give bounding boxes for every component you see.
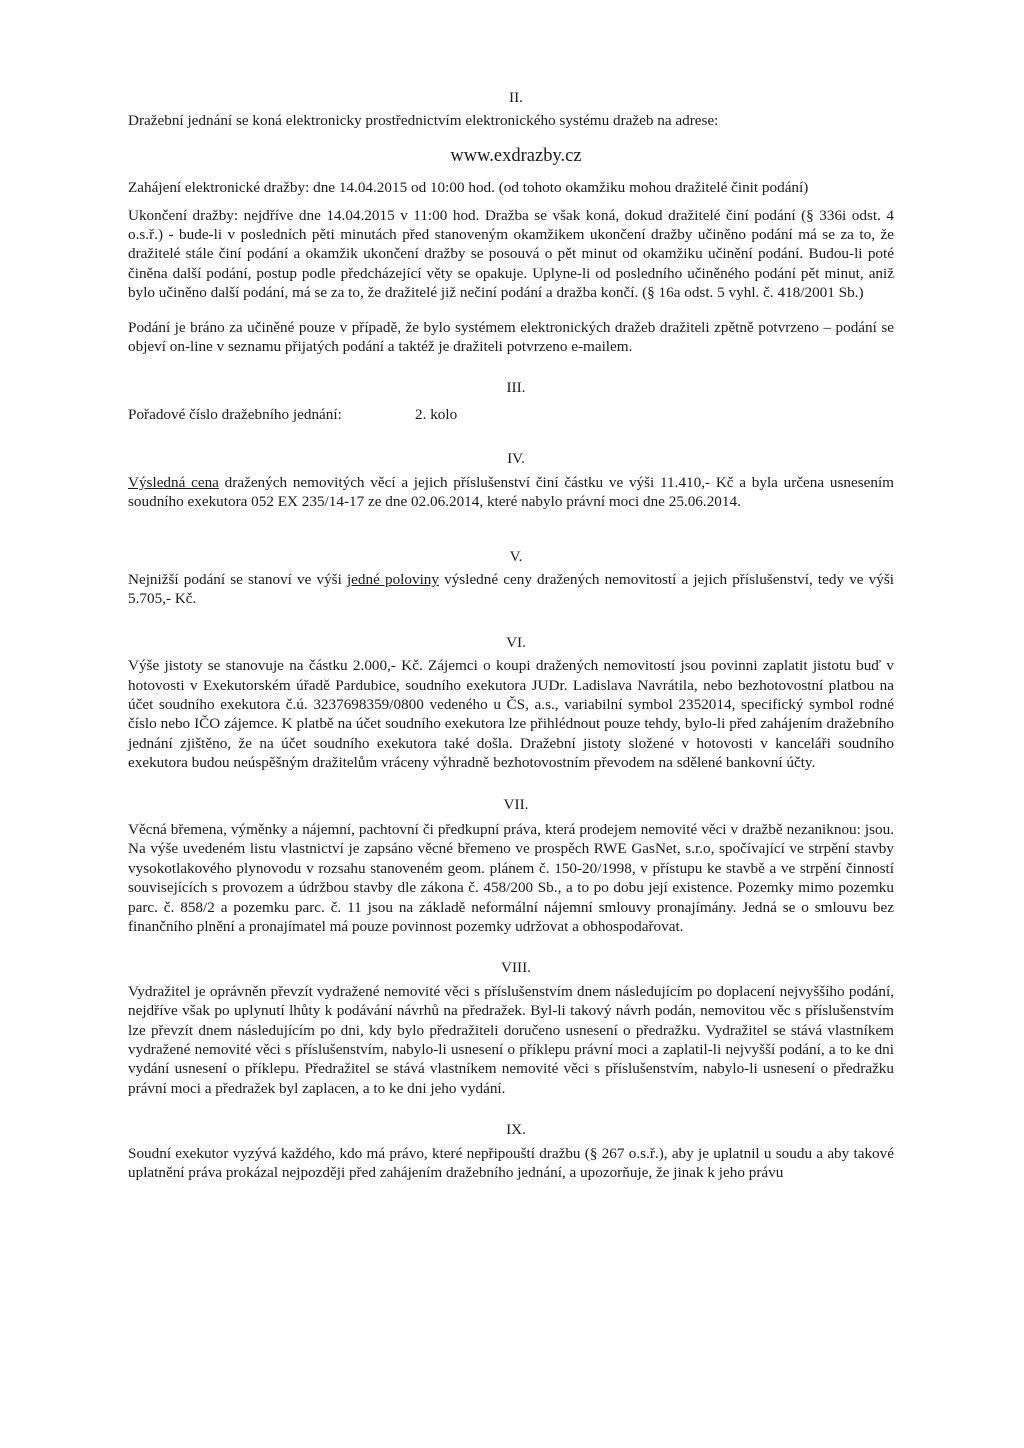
- auction-round-row: [128, 405, 894, 424]
- document-page: [128, 88, 894, 1182]
- easements-text: Věcná břemena, výměnky a nájemní, pachtovní či předkupní práva, která prodejem nemovité věci v dražbě nezaniknou: jsou. Na výše uvedeném listu vlastnictví je zapsáno věcné břemeno ve prospěch RWE GasNet, s.r.o, spočívající ve strpění stavby vysokotlakového plynovodu v rozsahu stanoveném geom. plánem č. 150-20/1998, v přístupu ke stavbě a ve strpění činností souvisejících s provozem a údržbou stavby dle zákona č. 458/200 Sb., a to po dobu její existence. Pozemky mimo pozemku parc. č. 858/2 a pozemku parc. č. 11 jsou na základě neformální nájemní smlouvy pronajímány. Jedná se o smlouvu bez finančního plnění a pronajímatel má pouze povinnost pozemky udržovat a obhospodařovat.: [128, 820, 894, 935]
- section-heading-8: VIII.: [501, 959, 531, 977]
- resulting-price: [128, 473, 894, 512]
- section-heading-2: II.: [509, 89, 523, 106]
- section-heading-3: III.: [506, 379, 526, 397]
- section-heading-4: IV.: [507, 450, 525, 468]
- takeover-text: Vydražitel je oprávněn převzít vydražené nemovité věci s příslušenstvím dnem následujícím po doplacení nejvyššího podání, nejdříve však po uplynutí lhůty k podávání návrhů na předražek. Byl-li takový návrh podán, nemovitou věc s příslušenstvím lze převzít dnem následujícím po dni, kdy bylo předražiteli doručeno usnesení o předražku. Vydražitel se stává vlastníkem vydražené nemovité věci s příslušenstvím, nabylo-li usnesení o příklepu právní moci a zaplatil-li nejvyšší podání, a to ke dni vydání usnesení o příklepu. Předražitel se stává vlastníkem nemovité věci s příslušenstvím, nabylo-li usnesení o předražku právní moci a předražek byl zaplacen, a to ke dni jeho vydání.: [128, 982, 894, 1097]
- lowest-bid-before: Nejnižší podání se stanoví ve výši: [128, 570, 347, 588]
- auction-end: Ukončení dražby: nejdříve dne 14.04.2015 v 11:00 hod. Dražba se však koná, dokud dražitelé činí podání (§ 336i odst. 4 o.s.ř.) - bude-li v posledních pěti minutách před stanoveným okamžikem ukončení dražby učiněno podání má se za to, že dražitelé stále činí podání a okamžik ukončení dražby se posouvá o pět minut od okamžiku učinění podání. Budou-li poté činěna další podání, postup podle předcházející věty se opakuje. Uplyne-li od posledního učiněného podání pět minut, aniž bylo učiněno další podání, má se za to, že dražitelé již nečiní podání a dražba končí. (§ 16a odst. 5 vyhl. č. 418/2001 Sb.): [128, 206, 894, 302]
- section-heading-5: V.: [509, 547, 523, 565]
- lowest-bid-fraction: jedné poloviny: [346, 570, 439, 588]
- resulting-price-label: Výsledná cena: [128, 473, 219, 491]
- section-heading-6: VI.: [506, 633, 526, 651]
- auction-start: Zahájení elektronické dražby: dne 14.04.2015 od 10:00 hod. (od tohoto okamžiku mohou dražitelé činit podání): [128, 179, 809, 197]
- deposit-text: Výše jistoty se stanovuje na částku 2.000,- Kč. Zájemci o koupi dražených nemovitostí jsou povinni zaplatit jistotu buď v hotovosti v Exekutorském úřadě Pardubice, soudního exekutora JUDr. Ladislava Navrátila, nebo bezhotovostní platbou na účet soudního exekutora č.ú. 3237698359/0800 vedeného u ČS, a.s., variabilní symbol 2352014, specifický symbol rodné číslo nebo IČO zájemce. K platbě na účet soudního exekutora lze přihlédnout pouze tehdy, bylo-li před zahájením dražebního jednání zjištěno, že na účet soudního exekutora také došla. Dražební jistoty složené v hotovosti v kanceláři soudního exekutora budou neúspěšným dražitelům vráceny výhradně bezhotovostním převodem na sdělené bankovní účty.: [128, 657, 894, 772]
- auction-round-label: Pořadové číslo dražebního jednání:: [128, 405, 342, 423]
- lowest-bid: [128, 570, 894, 609]
- auction-intro: Dražební jednání se koná elektronicky prostřednictvím elektronického systému dražeb na adrese:: [128, 112, 719, 130]
- resulting-price-text: dražených nemovitých věcí a jejich příslušenství činí částku ve výši 11.410,- Kč a byla určena usnesením soudního exekutora 052 EX 235/14-17 ze dne 02.06.2014, které nabylo právní moci dne 25.06.2014.: [128, 473, 894, 511]
- lowest-bid-after: výsledné ceny dražených nemovitostí a jejich příslušenství, tedy ve výši 5.705,- Kč.: [128, 570, 894, 608]
- auction-round-value: 2. kolo: [415, 405, 458, 423]
- bid-accepted-note: Podání je bráno za učiněné pouze v případě, že bylo systémem elektronických dražeb dražiteli zpětně potvrzeno – podání se objeví on-line v seznamu přijatých podání a taktéž je dražiteli potvrzeno e-mailem.: [128, 318, 894, 356]
- rights-challenge-text: Soudní exekutor vyzývá každého, kdo má právo, které nepřipouští dražbu (§ 267 o.s.ř.), aby je uplatnil u soudu a aby takové uplatnění práva prokázal nejpozději před zahájením dražebního jednání, a upozorňuje, že jinak k jeho právu: [128, 1144, 894, 1182]
- auction-url-link[interactable]: www.exdrazby.cz: [450, 145, 582, 166]
- section-heading-9: IX.: [506, 1121, 526, 1139]
- section-heading-7: VII.: [503, 795, 529, 813]
